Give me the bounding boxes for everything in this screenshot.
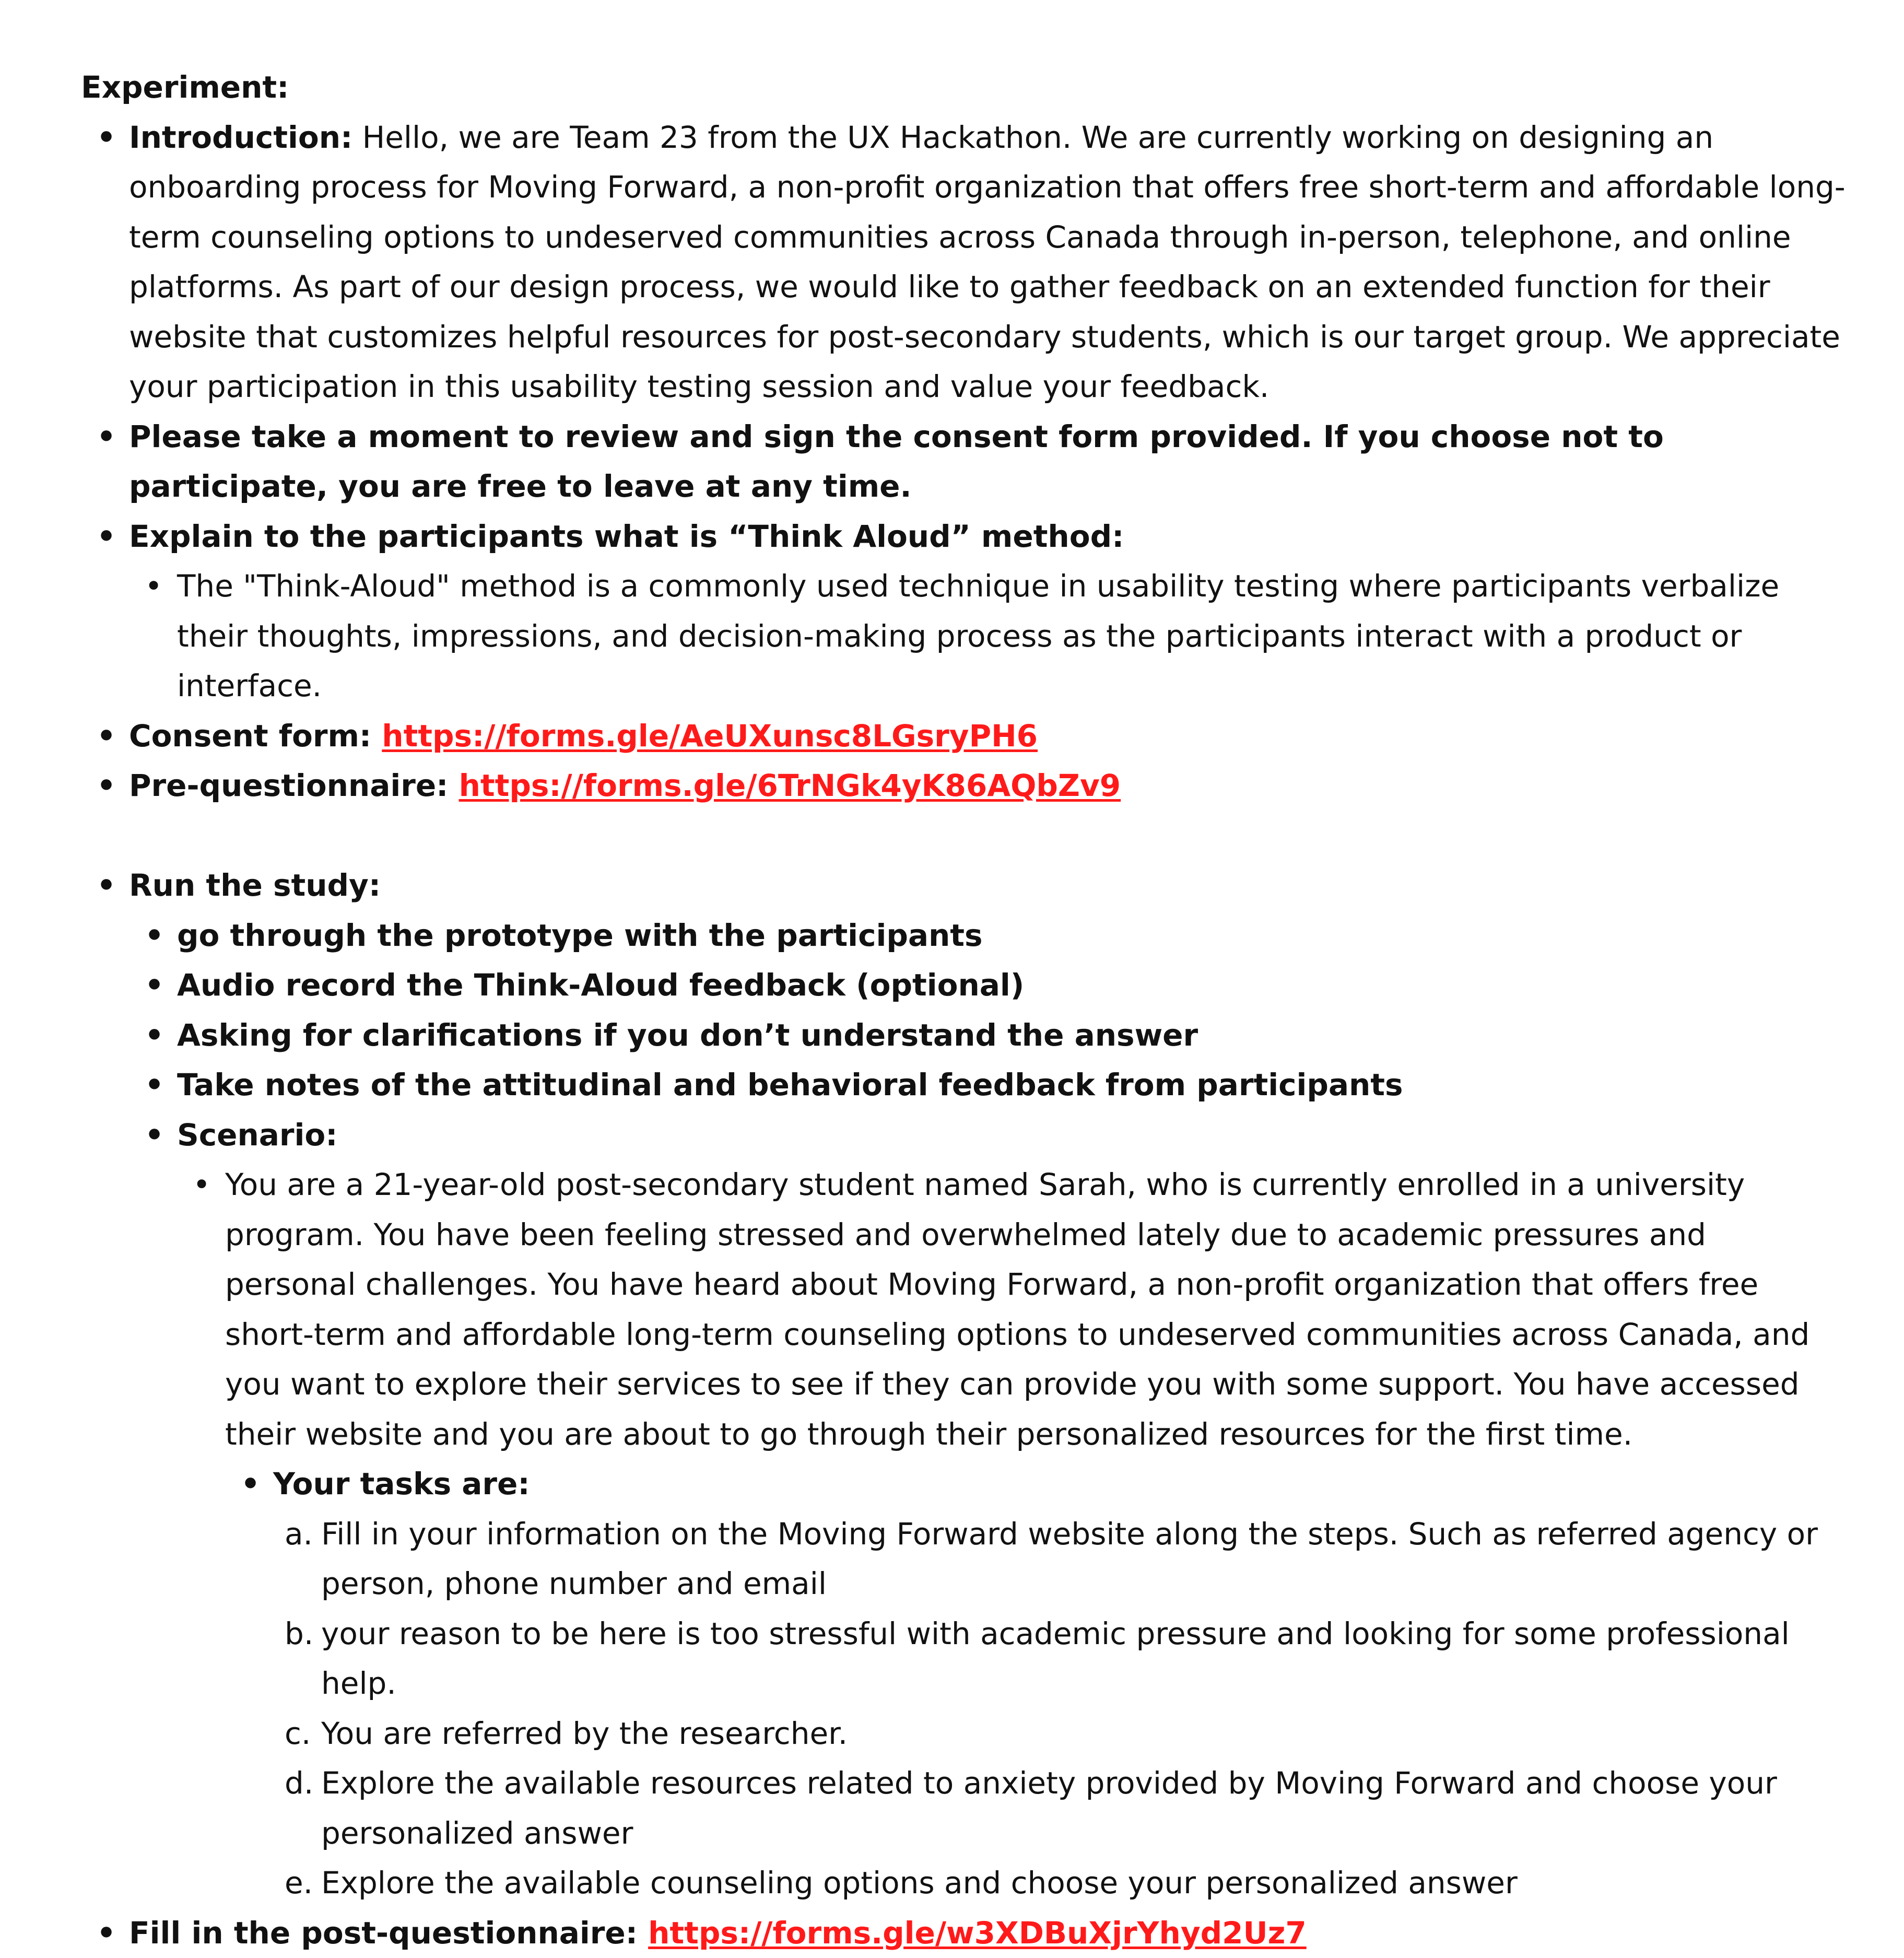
run-study-step xyxy=(177,1060,1846,1110)
task-text: Explore the available counseling options and choose your personalized answer xyxy=(321,1865,1518,1901)
consent-instruction-text: Please take a moment to review and sign the consent form provided. If you choose not to participate, you are free to leave at any time. xyxy=(129,419,1664,505)
task-text: your reason to be here is too stressful with academic pressure and looking for some professional help. xyxy=(321,1616,1790,1702)
list-item-pre-questionnaire xyxy=(129,761,1846,861)
run-study-label: Run the study: xyxy=(129,867,381,903)
task-marker: d. xyxy=(285,1758,313,1809)
think-aloud-sublist xyxy=(129,561,1846,711)
task-text: Explore the available resources related to anxiety provided by Moving Forward and choose your personalized answer xyxy=(321,1765,1777,1851)
task-item xyxy=(321,1758,1846,1858)
tasks-list xyxy=(273,1509,1846,1908)
task-item xyxy=(321,1858,1846,1908)
scenario-text: You are a 21-year-old post-secondary student named Sarah, who is currently enrolled in a university program. You have been feeling stressed and overwhelmed lately due to academic pressures and personal challenges. You have heard about Moving Forward, a non-profit organization that offers free short-term and affordable long-term counseling options to undeserved communities across Canada, and you want to explore their services to see if they can provide you with some support. You have accessed their website and you are about to go through their personalized resources for the first time. xyxy=(225,1167,1809,1452)
blank-line xyxy=(129,811,1846,861)
task-item xyxy=(321,1509,1846,1609)
run-study-step xyxy=(177,1011,1846,1061)
pre-questionnaire-link[interactable]: https://forms.gle/6TrNGk4yK86AQbZv9 xyxy=(459,768,1121,803)
run-study-step xyxy=(177,960,1846,1011)
run-study-step xyxy=(177,911,1846,961)
list-item-scenario xyxy=(177,1110,1846,1908)
introduction-label: Introduction: xyxy=(129,120,352,155)
run-study-step-text: Audio record the Think-Aloud feedback (optional) xyxy=(177,967,1024,1003)
think-aloud-definition: The "Think-Aloud" method is a commonly used technique in usability testing where participants verbalize their thoughts, impressions, and decision-making process as the participants interact with a product or interface. xyxy=(177,568,1779,704)
post-questionnaire-label: Fill in the post-questionnaire: xyxy=(129,1915,648,1951)
list-item-think-aloud-definition xyxy=(177,561,1846,711)
task-marker: b. xyxy=(285,1609,313,1659)
scenario-label: Scenario: xyxy=(177,1117,337,1153)
document-page xyxy=(81,63,1846,1958)
list-item-consent-form xyxy=(129,711,1846,761)
consent-form-link[interactable]: https://forms.gle/AeUXunsc8LGsryPH6 xyxy=(382,718,1038,754)
run-study-sublist xyxy=(129,911,1846,1908)
run-study-step-text: Take notes of the attitudinal and behavioral feedback from participants xyxy=(177,1067,1403,1103)
tasks-label: Your tasks are: xyxy=(273,1466,530,1502)
consent-form-label: Consent form: xyxy=(129,718,382,754)
task-text: Fill in your information on the Moving Forward website along the steps. Such as referred agency or person, phone number and email xyxy=(321,1516,1818,1602)
tasks-sublist xyxy=(225,1459,1846,1908)
list-item-introduction xyxy=(129,113,1846,412)
task-item xyxy=(321,1709,1846,1759)
list-item-tasks xyxy=(273,1459,1846,1908)
run-study-step-text: Asking for clarifications if you don’t understand the answer xyxy=(177,1017,1198,1053)
task-marker: e. xyxy=(285,1858,313,1908)
think-aloud-label: Explain to the participants what is “Think Aloud” method: xyxy=(129,519,1124,554)
document-heading: Experiment: xyxy=(81,63,1846,113)
list-item-consent-instruction xyxy=(129,412,1846,512)
list-item-post-questionnaire xyxy=(129,1908,1846,1958)
list-item-run-study xyxy=(129,861,1846,1908)
task-item xyxy=(321,1609,1846,1709)
task-marker: a. xyxy=(285,1509,313,1560)
experiment-steps-list xyxy=(81,113,1846,1958)
introduction-text: Hello, we are Team 23 from the UX Hackathon. We are currently working on designing an onboarding process for Moving Forward, a non-profit organization that offers free short-term and affordable long-term counseling options to undeserved communities across Canada through in-person, telephone, and online platforms. As part of our design process, we would like to gather feedback on an extended function for their website that customizes helpful resources for post-secondary students, which is our target group. We appreciate your participation in this usability testing session and value your feedback. xyxy=(129,120,1846,405)
task-marker: c. xyxy=(285,1709,311,1759)
list-item-scenario-text xyxy=(225,1160,1846,1908)
run-study-step-text: go through the prototype with the participants xyxy=(177,918,983,953)
post-questionnaire-link[interactable]: https://forms.gle/w3XDBuXjrYhyd2Uz7 xyxy=(648,1915,1307,1951)
pre-questionnaire-label: Pre-questionnaire: xyxy=(129,768,459,803)
task-text: You are referred by the researcher. xyxy=(321,1716,848,1751)
scenario-sublist xyxy=(177,1160,1846,1908)
list-item-think-aloud xyxy=(129,512,1846,711)
